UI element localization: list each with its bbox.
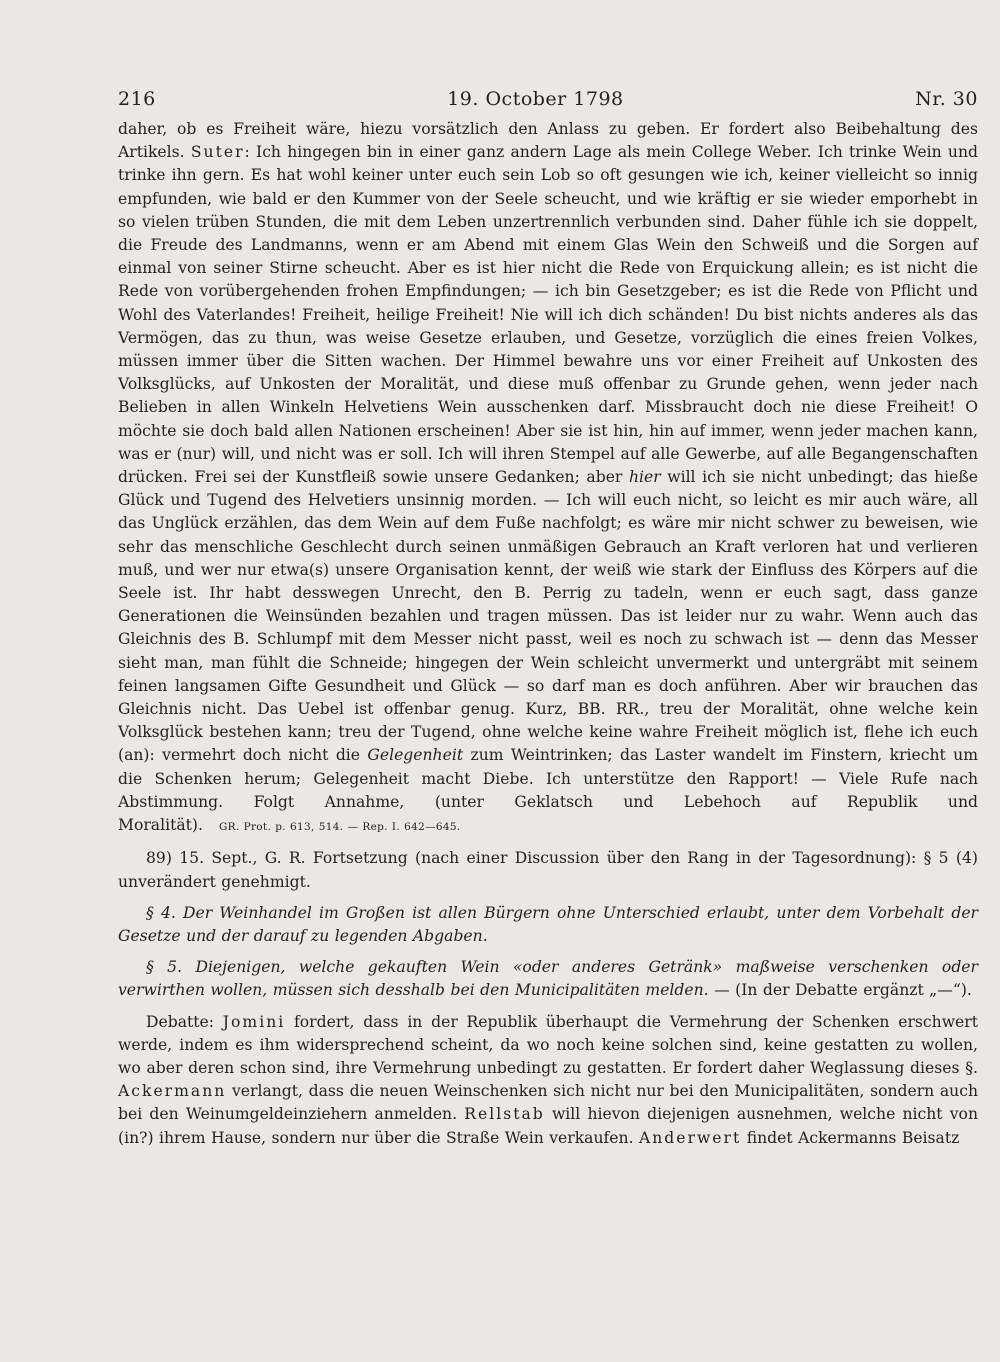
paragraph-session-note: 89) 15. Sept., G. R. Fortsetzung (nach einer Discussion über den Rang in der Tagesordnung): § 5 (4) unverändert genehmigt.	[118, 849, 978, 891]
source-reference: GR. Prot. p. 613, 514. — Rep. I. 642—645.	[218, 821, 461, 834]
speaker-name: Suter	[190, 143, 245, 162]
page-number: 216	[118, 88, 156, 110]
paragraph-debate: Debatte: Jomini fordert, dass in der Republik überhaupt die Vermehrung der Schenken erschwert werde, indem es ihm widersprechend scheint, da wo noch keine solchen sind, keine gestatten zu wollen, wo aber deren schon sind, ihre Vermehrung unbedingt zu gestatten. Er fordert daher Weglassung dieses §. Ackermann verlangt, dass die neuen Weinschenken sich nicht nur bei den Municipalitäten, sondern auch bei den Weinumgeldeinziehern anmelden. Rellstab will hievon diejenigen ausnehmen, welche nicht von (in?) ihrem Hause, sondern nur über die Straße Wein verkaufen. Anderwert findet Ackermanns Beisatz	[118, 1012, 978, 1147]
speaker-name: Jomini	[222, 1012, 286, 1031]
speaker-name: Anderwert	[638, 1128, 742, 1147]
page-header	[118, 88, 978, 110]
paragraph-article-5: § 5. Diejenigen, welche gekauften Wein «oder anderes Getränk» maßweise verschenken oder verwirthen wollen, müssen sich desshalb bei den Municipalitäten melden. — (In der Debatte ergänzt „—“).	[118, 958, 978, 1000]
header-date: 19. October 1798	[447, 88, 624, 110]
paragraph-article-4: § 4. Der Weinhandel im Großen ist allen Bürgern ohne Unterschied erlaubt, unter dem Vorbehalt der Gesetze und der darauf zu legenden Abgaben.	[118, 903, 978, 945]
paragraph-suter-speech: daher, ob es Freiheit wäre, hiezu vorsätzlich den Anlass zu geben. Er fordert also Beibehaltung des Artikels. Suter: Ich hingegen bin in einer ganz andern Lage als mein College Weber. Ich trinke Wein und trinke ihn gern. Es hat wohl keiner unter euch sein Lob so oft gesungen wie ich, keiner vielleicht so innig empfunden, wie bald er den Kummer von der Seele scheucht, und wie kräftig er sie wieder emporhebt in so vielen trüben Stunden, die mit dem Leben unzertrennlich verbunden sind. Daher fühle ich sie doppelt, die Freude des Landmanns, wenn er am Abend mit einem Glas Wein den Schweiß und die Sorgen auf einmal von seiner Stirne scheucht. Aber es ist hier nicht die Rede von Erquickung allein; es ist nicht die Rede von vorübergehenden frohen Empfindungen; — ich bin Gesetzgeber; es ist die Rede von Pflicht und Wohl des Vaterlandes! Freiheit, heilige Freiheit! Nie will ich dich schänden! Du bist nichts anderes als das Vermögen, das zu thun, was weise Gesetze erlauben, und Gesetze, vorzüglich die eines freien Volkes, müssen immer über die Sitten wachen. Der Himmel bewahre uns vor einer Freiheit auf Unkosten des Volksglücks, auf Unkosten der Moralität, und diese muß offenbar zu Grunde gehen, wenn jeder nach Belieben in allen Winkeln Helvetiens Wein ausschenken darf. Missbraucht doch nie diese Freiheit! O möchte sie doch bald allen Nationen erscheinen! Aber sie ist hin, hin auf immer, wenn jeder machen kann, was er (nur) will, und nicht was er soll. Ich will ihren Stempel auf alle Gewerbe, auf alle Begangenschaften drücken. Frei sei der Kunstfleiß sowie unsere Gedanken; aber hier will ich sie nicht unbedingt; das hieße Glück und Tugend des Helvetiers unsinnig morden. — Ich will euch nicht, so leicht es mir auch wäre, all das Unglück erzählen, das dem Wein auf dem Fuße nachfolgt; es wäre mir nicht schwer zu beweisen, wie sehr das menschliche Geschlecht durch seinen unmäßigen Gebrauch an Kraft verloren hat und verlieren muß, und wer nur etwa(s) unsere Organisation kennt, der weiß wie stark der Einfluss des Körpers auf die Seele ist. Ihr habt desswegen Unrecht, den B. Perrig zu tadeln, wenn er euch sagt, dass ganze Generationen die Weinsünden bezahlen und tragen müssen. Das ist leider nur zu wahr. Wenn auch das Gleichnis des B. Schlumpf mit dem Messer nicht passt, weil es noch zu schwach ist — denn das Messer sieht man, man fühlt die Schneide; hingegen der Wein schleicht unvermerkt und untergräbt mit seinem feinen langsamen Gifte Gesundheit und Glück — so darf man es doch anführen. Aber wir brauchen das Gleichnis nicht. Das Uebel ist offenbar genug. Kurz, BB. RR., treu der Moralität, ohne welche kein Volksglück bestehen kann; treu der Tugend, ohne welche keine wahre Freiheit möglich ist, flehe ich euch (an): vermehrt doch nicht die Gelegenheit zum Weintrinken; das Laster wandelt im Finstern, kriecht um die Schenken herum; Gelegenheit macht Diebe. Ich unterstütze den Rapport! — Viele Rufe nach Abstimmung. Folgt Annahme, (unter Geklatsch und Lebehoch auf Republik und Moralität). GR. Prot. p. 613, 514. — Rep. I. 642—645.	[118, 120, 979, 835]
body-text	[118, 118, 978, 1150]
speaker-name: Rellstab	[464, 1105, 545, 1124]
issue-number: Nr. 30	[915, 88, 978, 110]
speaker-name: Ackermann	[118, 1082, 227, 1101]
